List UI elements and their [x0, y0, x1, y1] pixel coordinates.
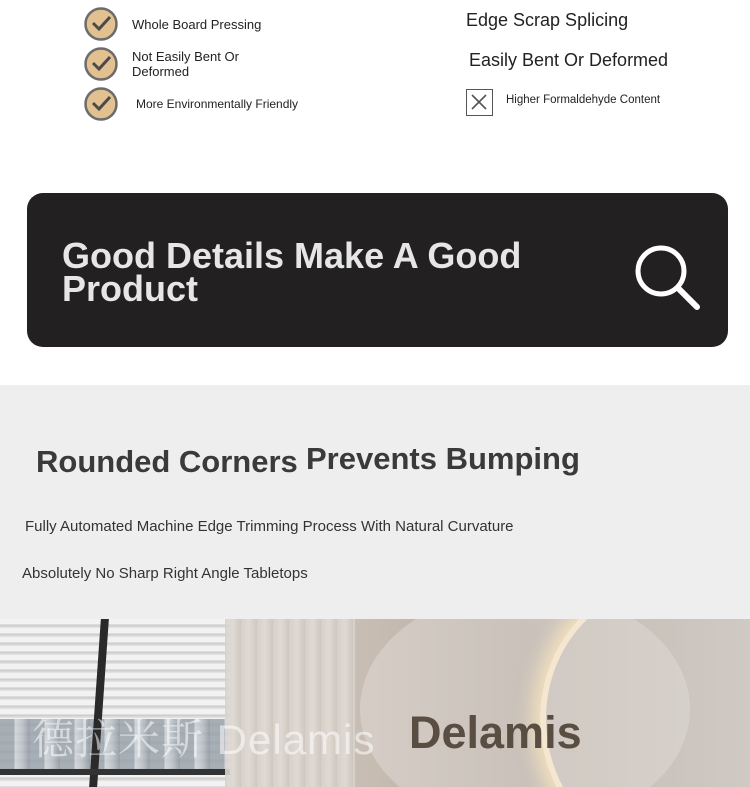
heading-rounded-corners: Rounded Corners [36, 444, 298, 479]
heading-prevents-bumping: Prevents Bumping [306, 441, 580, 476]
check-icon [84, 47, 118, 81]
comparison-section [0, 0, 750, 160]
left-feature-1 [84, 7, 261, 41]
right-feature-1: Edge Scrap Splicing [466, 10, 629, 30]
watermark-left: 德拉米斯 Delamis [32, 716, 376, 763]
left-feature-3 [84, 87, 298, 121]
detail-line-2: Absolutely No Sharp Right Angle Tabletops [22, 565, 308, 582]
check-icon [84, 87, 118, 121]
watermark-brand: Delamis [409, 707, 582, 758]
rounded-corners-section [0, 385, 750, 619]
right-feature-3: Higher Formaldehyde Content [506, 94, 661, 106]
left-feature-label: More Environmentally Friendly [136, 96, 299, 111]
left-feature-label: Not Easily Bent Or Deformed [132, 49, 239, 79]
window-sill [0, 769, 230, 775]
round-mirror [540, 619, 750, 787]
details-banner [27, 193, 728, 347]
x-box-icon [466, 89, 493, 116]
left-feature-label: Whole Board Pressing [132, 16, 262, 32]
product-photo [0, 619, 750, 787]
left-feature-2 [84, 47, 272, 81]
search-icon [633, 243, 703, 318]
detail-line-1: Fully Automated Machine Edge Trimming Process With Natural Curvature [25, 518, 514, 535]
right-feature-2: Easily Bent Or Deformed [469, 50, 669, 70]
check-icon [84, 7, 118, 41]
banner-title: Good Details Make A Good Product [62, 235, 522, 309]
